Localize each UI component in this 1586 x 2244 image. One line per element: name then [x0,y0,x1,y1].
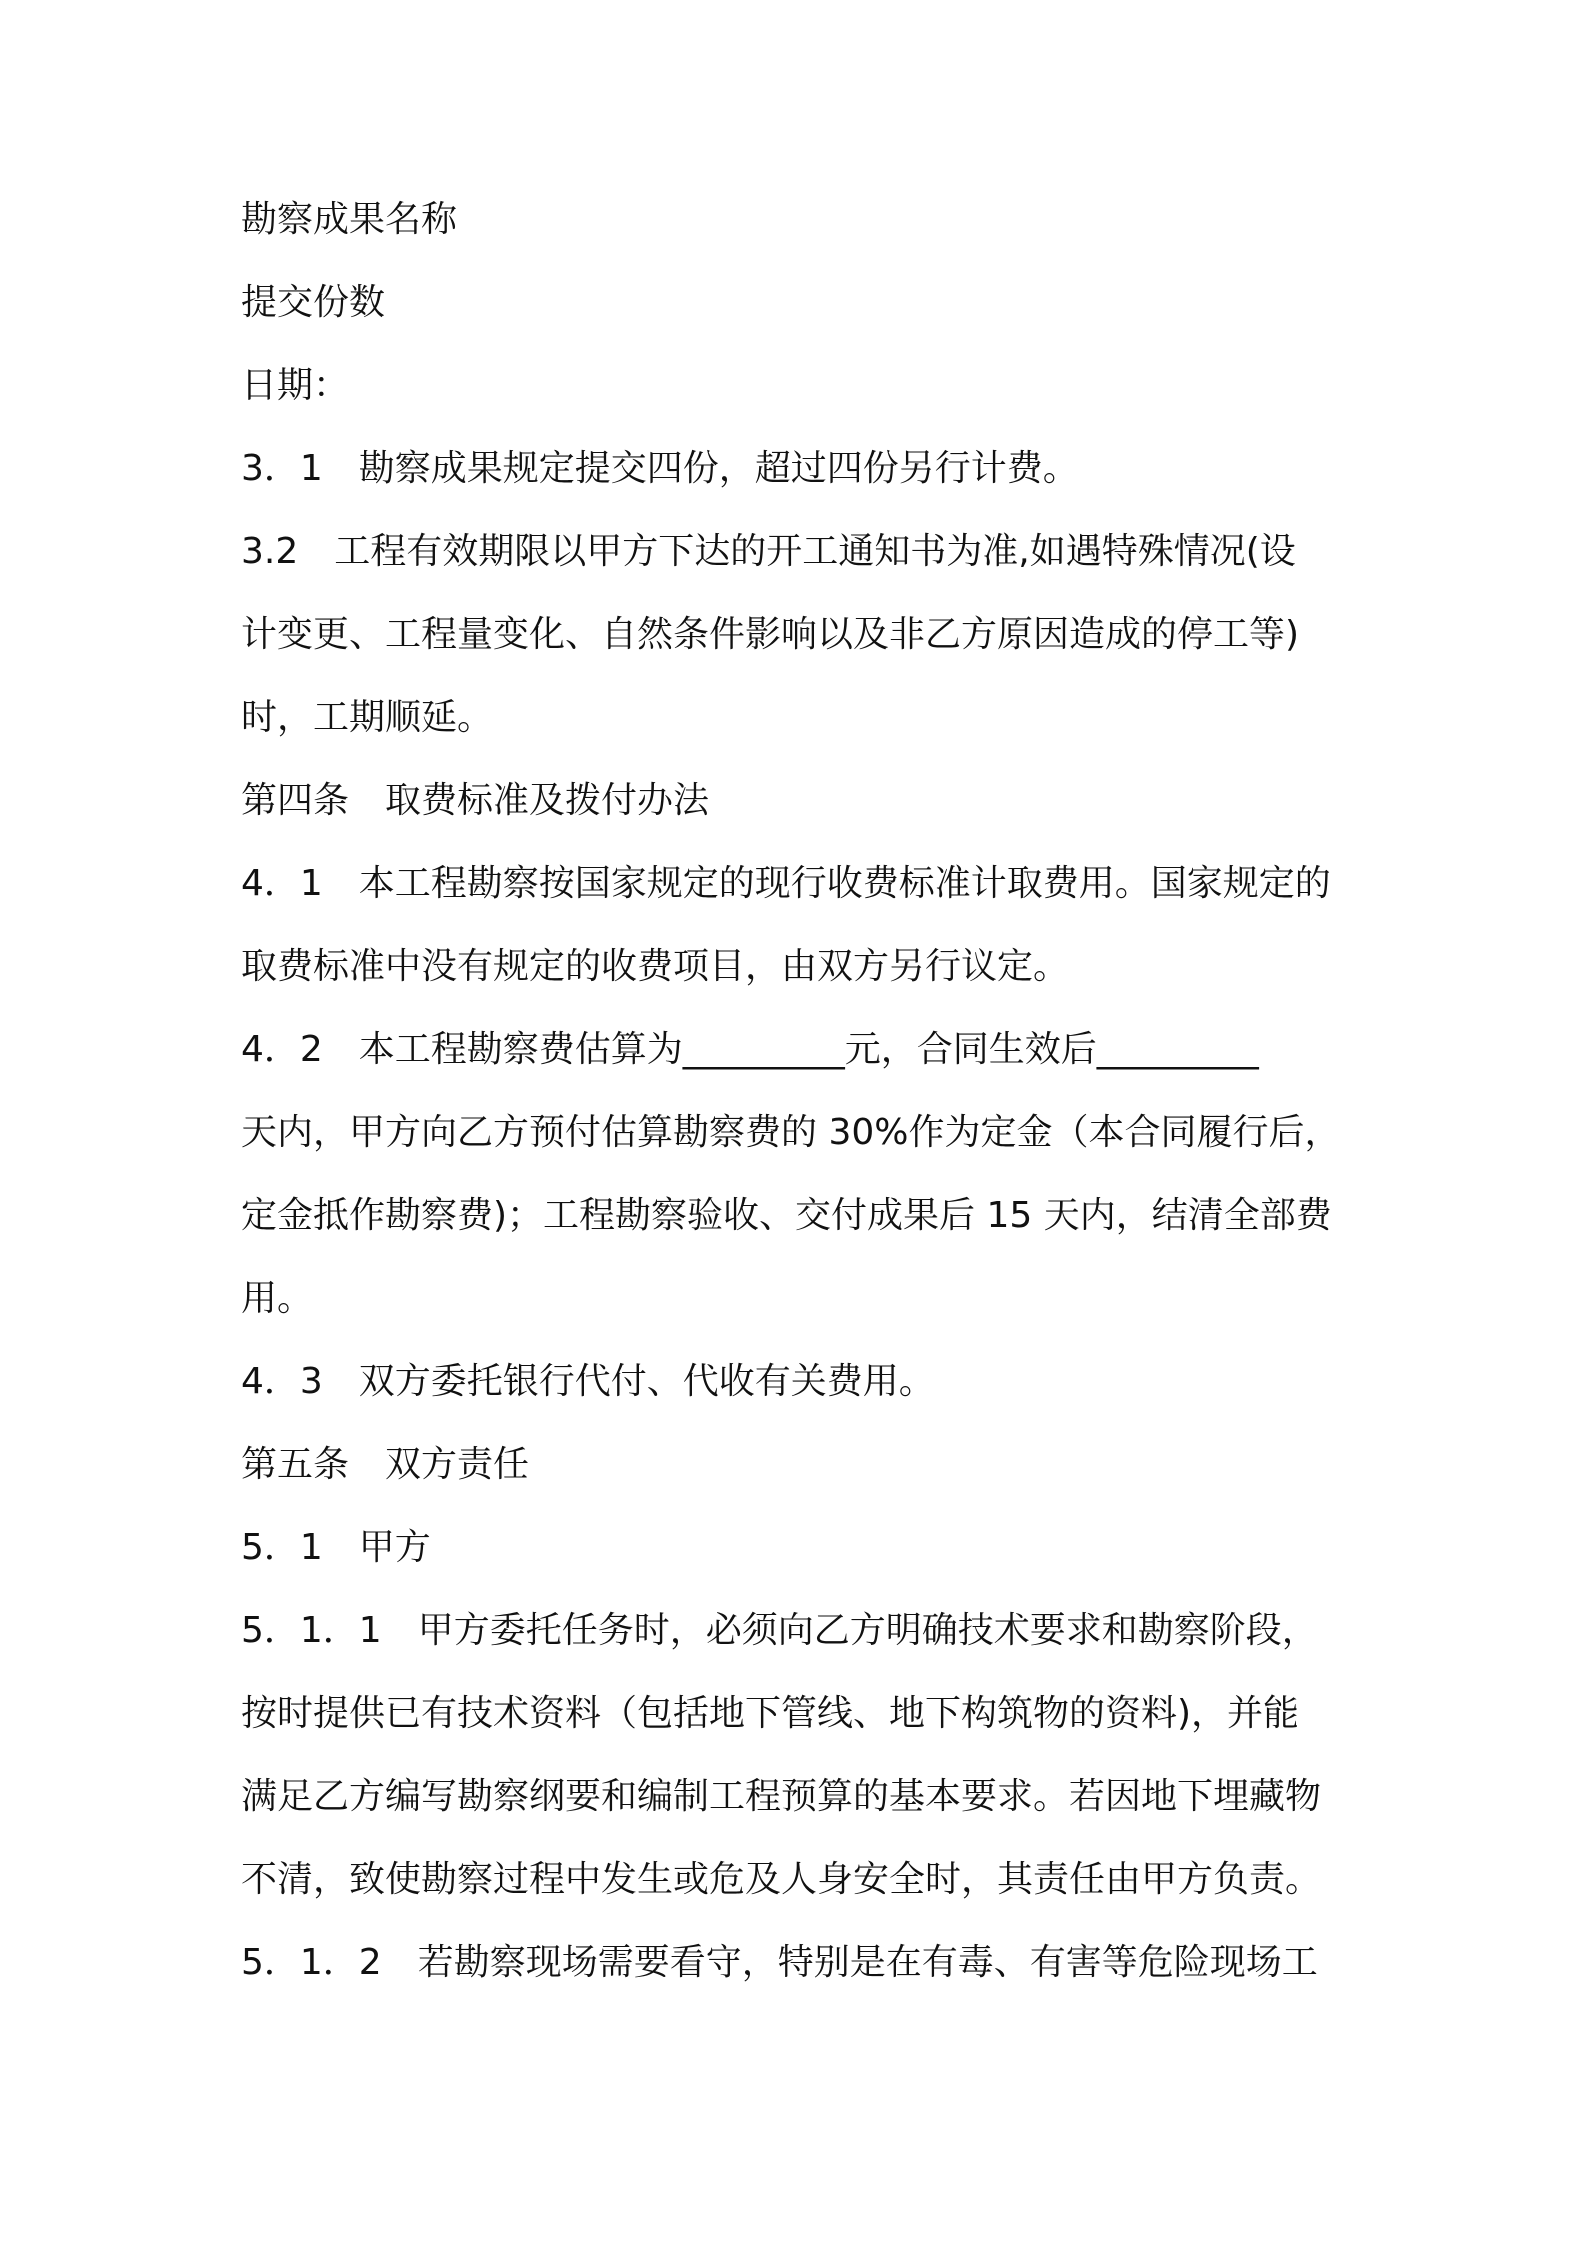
field-label-result-name: 勘察成果名称 [241,199,458,240]
clause-4-3: 4．3 双方委托银行代付、代收有关费用。 [241,1361,935,1402]
clause-3-2-line-1: 3.2 工程有效期限以甲方下达的开工通知书为准,如遇特殊情况(设 [241,531,1296,572]
clause-4-2-line-3: 定金抵作勘察费)；工程勘察验收、交付成果后 15 天内，结清全部费 [241,1195,1332,1236]
field-label-date: 日期： [241,365,350,406]
clause-3-1: 3．1 勘察成果规定提交四份，超过四份另行计费。 [241,448,1079,489]
clause-4-1-line-2: 取费标准中没有规定的收费项目，由双方另行议定。 [241,946,1070,987]
clause-4-1-line-1: 4．1 本工程勘察按国家规定的现行收费标准计取费用。国家规定的 [241,863,1331,904]
clause-5-1-1-line-2: 按时提供已有技术资料（包括地下管线、地下构筑物的资料)，并能 [241,1693,1300,1734]
clause-5-1-1-line-4: 不清，致使勘察过程中发生或危及人身安全时，其责任由甲方负责。 [241,1859,1322,1900]
clause-5-1-2-line-1: 5．1．2 若勘察现场需要看守，特别是在有毒、有害等危险现场工 [241,1942,1318,1983]
clause-5-1-heading: 5．1 甲方 [241,1527,431,1568]
clause-4-2-line-4: 用。 [241,1278,314,1319]
clause-3-2-line-3: 时，工期顺延。 [241,697,494,738]
field-label-copies: 提交份数 [241,282,386,323]
clause-4-2-line-2: 天内，甲方向乙方预付估算勘察费的 30%作为定金（本合同履行后， [241,1112,1341,1153]
article-4-heading: 第四条 取费标准及拨付办法 [241,780,710,821]
clause-5-1-1-line-3: 满足乙方编写勘察纲要和编制工程预算的基本要求。若因地下埋藏物 [241,1776,1322,1817]
clause-3-2-line-2: 计变更、工程量变化、自然条件影响以及非乙方原因造成的停工等) [241,614,1300,655]
clause-5-1-1-line-1: 5．1．1 甲方委托任务时，必须向乙方明确技术要求和勘察阶段， [241,1610,1318,1651]
article-5-heading: 第五条 双方责任 [241,1444,530,1485]
clause-4-2-line-1: 4．2 本工程勘察费估算为_________元，合同生效后_________ [241,1029,1259,1070]
